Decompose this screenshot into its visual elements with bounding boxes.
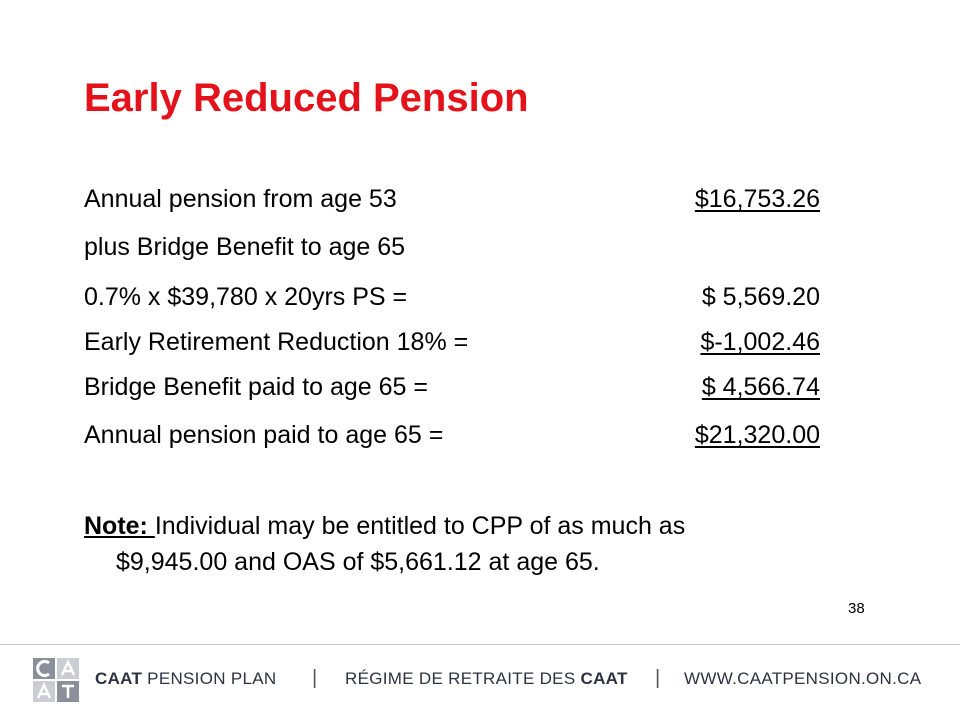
row-label: Annual pension from age 53	[84, 185, 397, 213]
row-value: $21,320.00	[694, 421, 820, 449]
footer-regime-name	[345, 669, 628, 689]
note-paragraph	[84, 508, 874, 580]
row-value: $16,753.26	[694, 185, 820, 213]
note-line-2: $9,945.00 and OAS of $5,661.12 at age 65.	[116, 548, 600, 576]
slide-title: Early Reduced Pension	[84, 76, 529, 120]
footer-separator: |	[655, 667, 661, 689]
note-label: Note:	[84, 512, 155, 540]
row-label: Early Retirement Reduction 18% =	[84, 328, 469, 356]
row-label: 0.7% x $39,780 x 20yrs PS =	[84, 283, 408, 311]
caat-logo-icon	[33, 658, 79, 702]
footer-bar	[0, 655, 960, 705]
row-label: plus Bridge Benefit to age 65	[84, 233, 406, 261]
regime-name-bold: CAAT	[580, 669, 628, 688]
row-value: $ 5,569.20	[701, 283, 820, 311]
footer-separator: |	[312, 667, 318, 689]
footer-website-link[interactable]: WWW.CAATPENSION.ON.CA	[684, 669, 922, 688]
row-label: Annual pension paid to age 65 =	[84, 421, 444, 449]
plan-name-rest: PENSION PLAN	[142, 669, 277, 688]
footer-divider	[0, 644, 960, 645]
row-value: $ 4,566.74	[701, 373, 820, 401]
row-value: $-1,002.46	[700, 328, 820, 356]
slide-number: 38	[848, 600, 865, 617]
plan-name-bold: CAAT	[95, 669, 143, 688]
regime-name-rest: RÉGIME DE RETRAITE DES	[345, 669, 581, 688]
note-line-1: Individual may be entitled to CPP of as much as	[154, 512, 686, 540]
row-label: Bridge Benefit paid to age 65 =	[84, 373, 429, 401]
footer-plan-name	[95, 669, 276, 689]
